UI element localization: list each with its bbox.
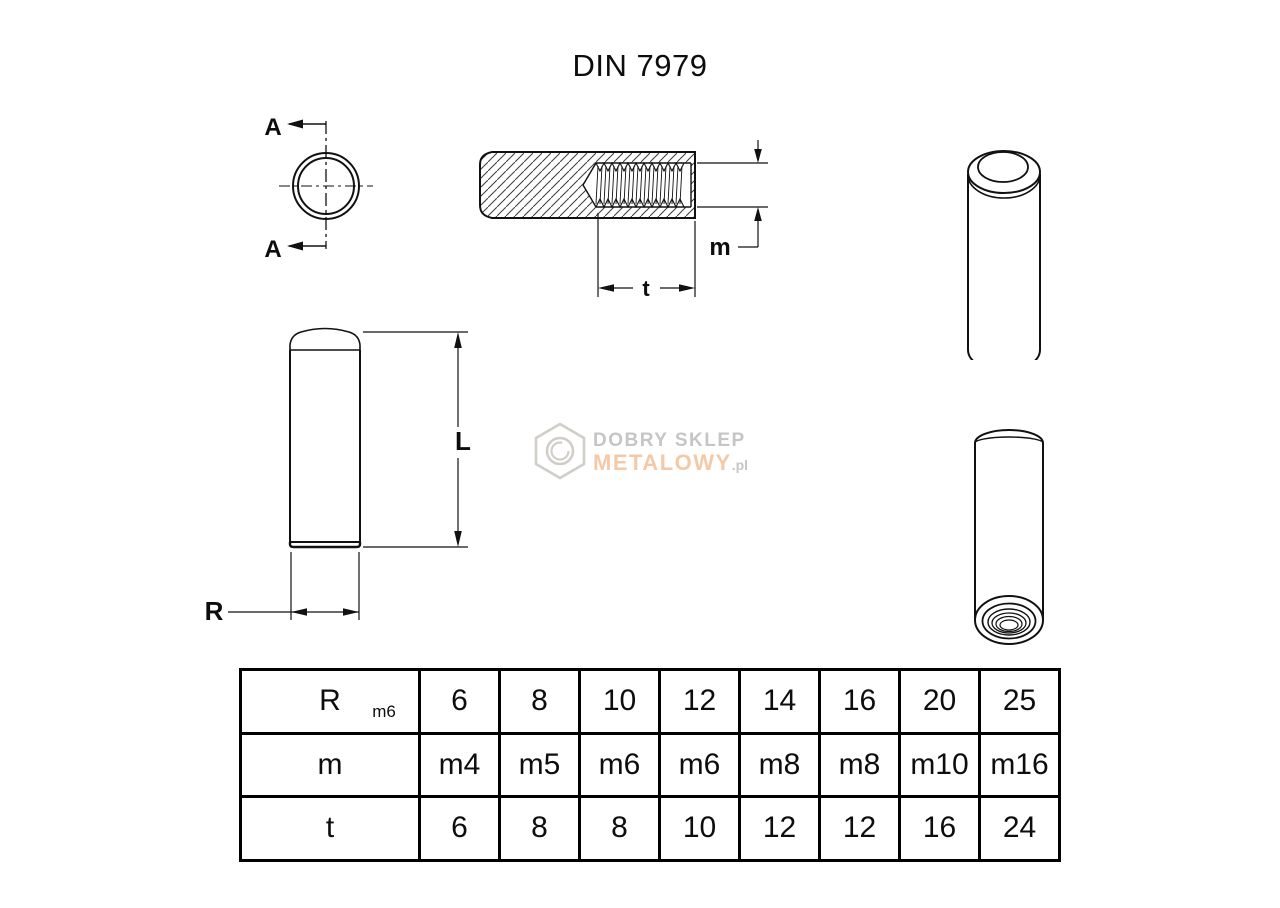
nut-icon	[533, 422, 587, 480]
table-cell: 16	[900, 797, 980, 861]
arrowhead-a-bottom	[287, 242, 303, 251]
dimension-r-lines	[228, 552, 359, 620]
table-cell: m6	[580, 733, 660, 797]
arrowhead-m-top	[754, 149, 762, 163]
table-cell: m8	[820, 733, 900, 797]
table-cell: m4	[420, 733, 500, 797]
table-row	[241, 733, 1060, 797]
thread-rings	[988, 609, 1030, 635]
table-row	[241, 797, 1060, 861]
table-cell: 12	[660, 670, 740, 734]
table-cell: 8	[500, 670, 580, 734]
pin-front-view	[195, 322, 495, 637]
table-body	[241, 670, 1060, 861]
table-cell: 24	[980, 797, 1060, 861]
label-a-bottom: A	[264, 236, 282, 263]
dimension-table-grid	[239, 668, 1061, 862]
pin-3d-bottom	[965, 425, 1065, 655]
pin-3d-top	[955, 140, 1055, 360]
arrowhead-l-bottom	[454, 531, 462, 547]
watermark-suffix: .pl	[731, 457, 749, 473]
table-cell: m6	[660, 733, 740, 797]
row-header: t	[241, 797, 420, 861]
table-cell: 8	[580, 797, 660, 861]
row-header-subscript: m6	[372, 702, 396, 721]
label-m: m	[709, 234, 731, 261]
dimension-l-lines	[363, 332, 468, 547]
arrowhead-a-top	[287, 120, 303, 129]
table-cell: 12	[820, 797, 900, 861]
arrowhead-r-left	[291, 608, 307, 616]
label-l: L	[455, 426, 471, 456]
longitudinal-section-drawing	[470, 135, 780, 305]
table-cell: m16	[980, 733, 1060, 797]
watermark-text	[593, 422, 748, 474]
page-title: DIN 7979	[572, 48, 708, 83]
arrowhead-m-bottom	[754, 207, 762, 221]
watermark-line2: METALOWY	[593, 450, 732, 475]
table-cell: 10	[580, 670, 660, 734]
table-cell: 8	[500, 797, 580, 861]
arrowhead-t-right	[679, 284, 695, 292]
table-cell: 12	[740, 797, 820, 861]
section-view-a-a	[235, 95, 405, 270]
watermark-logo	[533, 422, 748, 480]
table-cell: 14	[740, 670, 820, 734]
label-a-top: A	[264, 114, 282, 141]
table-cell: m8	[740, 733, 820, 797]
arrowhead-t-left	[598, 284, 614, 292]
dimension-table	[239, 668, 1061, 862]
table-cell: 6	[420, 797, 500, 861]
table-cell: 20	[900, 670, 980, 734]
label-r: R	[204, 596, 224, 626]
table-cell: m10	[900, 733, 980, 797]
arrowhead-l-top	[454, 332, 462, 348]
table-cell: m5	[500, 733, 580, 797]
watermark-line1: DOBRY SKLEP	[593, 430, 746, 451]
arrowhead-r-right	[343, 608, 359, 616]
table-row	[241, 670, 1060, 734]
row-header: m	[241, 733, 420, 797]
row-header: R m6	[241, 670, 420, 734]
label-t: t	[642, 276, 650, 301]
table-cell: 16	[820, 670, 900, 734]
table-cell: 6	[420, 670, 500, 734]
table-cell: 25	[980, 670, 1060, 734]
table-cell: 10	[660, 797, 740, 861]
